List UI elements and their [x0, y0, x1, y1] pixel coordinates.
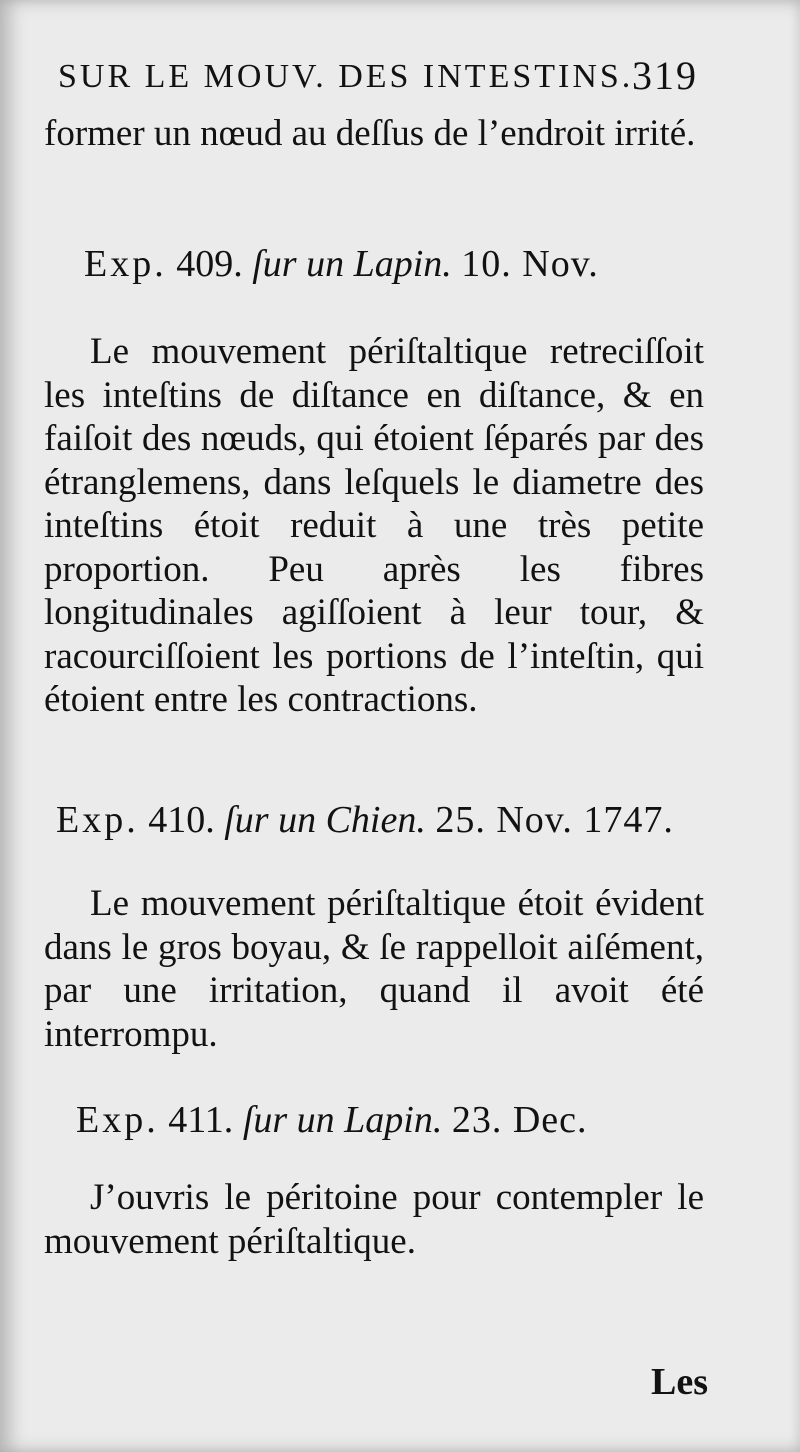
page-number: 319: [632, 53, 698, 98]
experiment-text-410: Le mouvement périſtaltique étoit évident dans le gros boyau, & ſe rappelloit aiſément, par une irritation, quand il avoit été interrompu.: [44, 883, 704, 1055]
exp-date: 10. Nov.: [461, 243, 599, 285]
experiment-heading-410: [56, 798, 674, 842]
exp-date: 23. Dec.: [451, 1099, 588, 1141]
experiment-text-409-block: [44, 330, 704, 722]
catchword: Les: [651, 1361, 708, 1403]
intro-paragraph: former un nœud au deſſus de l’endroit irrité.: [44, 113, 696, 154]
exp-animal: ſur un Chien.: [224, 799, 426, 841]
experiment-text-410-block: [44, 882, 704, 1056]
experiment-heading-409: [84, 242, 599, 286]
intro-paragraph-block: [44, 112, 704, 156]
exp-label: Exp.: [84, 243, 167, 285]
exp-date: 25. Nov. 1747.: [435, 799, 674, 841]
exp-label: Exp.: [76, 1099, 159, 1141]
running-head-title: SUR LE MOUV. DES INTESTINS.: [58, 58, 634, 95]
experiment-heading-411: [76, 1098, 588, 1142]
exp-number: 411.: [168, 1099, 234, 1141]
experiment-text-409: Le mouvement périſtaltique retreciſſoit les inteſtins de diſtance en diſtance, & en faiſoit des nœuds, qui étoient ſéparés par des étranglemens, dans leſquels le diametre des inteſtins étoit reduit à une très petite proportion. Peu après les fibres longitudinales agiſſoient à leur tour, & racourciſſoient les portions de l’inteſtin, qui étoient entre les contractions.: [44, 331, 704, 720]
exp-label: Exp.: [56, 799, 139, 841]
exp-number: 410.: [148, 799, 215, 841]
experiment-text-411-block: [44, 1176, 704, 1263]
exp-number: 409.: [176, 243, 243, 285]
exp-animal: ſur un Lapin.: [242, 1099, 443, 1141]
running-head: [58, 53, 698, 102]
exp-animal: ſur un Lapin.: [252, 243, 452, 285]
experiment-text-411: J’ouvris le péritoine pour contempler le mouvement périſtaltique.: [44, 1177, 704, 1262]
